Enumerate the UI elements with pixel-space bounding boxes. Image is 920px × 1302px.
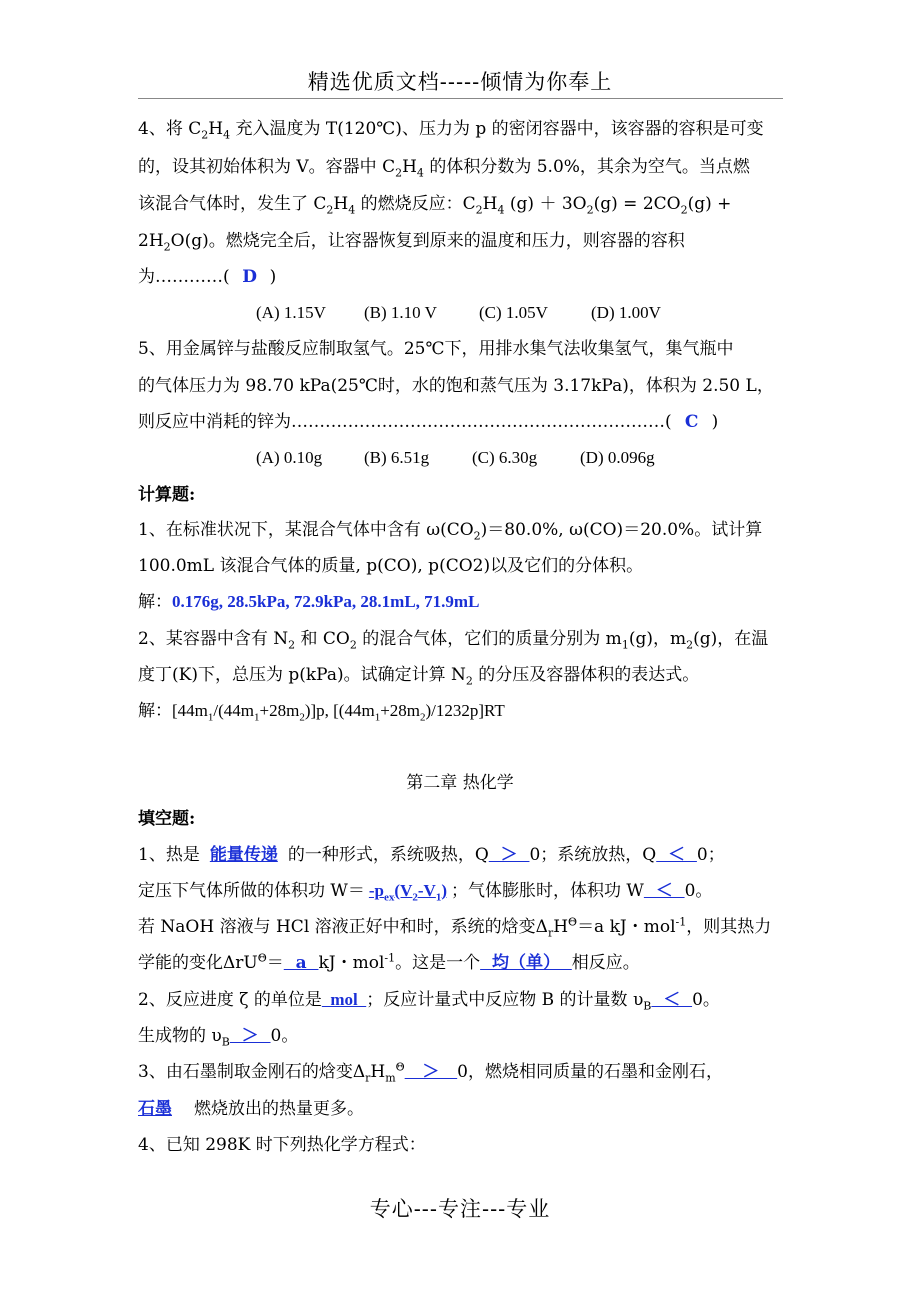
fill-1-blank-2: ＞: [488, 845, 530, 865]
fill-3-blank-2: 石墨: [138, 1099, 172, 1119]
q5-answer: C: [684, 412, 699, 432]
q4-line-4: $2H_2O(g)$。燃烧完全后，让容器恢复到原来的温度和压力，则容器的容积: [138, 231, 685, 254]
fill-1-line-4: 学能的变化ΔrU$^\Theta$＝ a kJ・mol$^{-1}$。这是一个 均（单） 相反应。: [138, 951, 640, 973]
fill-3-blank-1: ＞: [404, 1062, 458, 1082]
calc-1-line-2: 100.0mL 该混合气体的质量, p(CO), p(CO2)以及它们的分体积。: [138, 556, 644, 576]
calc-2-answer: $[44m_1/(44m_1+28m_2)]p$, $[(44m_1+28m_2)/1232p]RT$: [172, 701, 505, 724]
header-rule: [138, 98, 783, 99]
q5-option-c: (C) 6.30g: [472, 448, 538, 467]
fill-3-line-2: 石墨 燃烧放出的热量更多。: [138, 1099, 364, 1119]
calc-1-answer: 0.176g, 28.5kPa, 72.9kPa, 28.1mL, 71.9mL: [172, 592, 480, 611]
q5-option-d: (D) 0.096g: [580, 448, 655, 467]
fill-1-line-3: 若 NaOH 溶液与 HCl 溶液正好中和时，系统的焓变$\Delta_rH^\Theta=a$ kJ・mol$^{-1}$，则其热力: [138, 915, 772, 940]
q4-answer: D: [242, 267, 258, 287]
calc-2-line-1: 2、某容器中含有 $N_2$ 和 $CO_2$ 的混合气体，它们的质量分别为 $m_1(g)$，$m_2(g)$，在温: [138, 629, 769, 652]
q4-line-2: 的，设其初始体积为 V。容器中 $C_2H_4$ 的体积分数为 5.0%，其余为空气。当点燃: [138, 157, 750, 180]
q4-line-5: 为…………( D ): [138, 264, 276, 290]
page-footer: 专心---专注---专业: [369, 1197, 551, 1221]
q5-line-2: 的气体压力为 98.70 kPa(25℃时，水的饱和蒸气压为 3.17kPa)，体积为 2.50 L，: [138, 376, 774, 396]
fill-1-blank-4: $-p_{ex}(V_2-V_1)$: [368, 881, 447, 904]
fill-1-blank-5: ＜: [643, 881, 685, 901]
fill-1-line-1: 1、热是 能量传递 的一种形式，系统吸热，Q ＞ 0；系统放热，Q ＜ 0；: [138, 845, 725, 865]
q5-option-a: (A) 0.10g: [256, 448, 323, 467]
fill-2-line-2: 生成物的 $\upsilon_B > 0$。: [138, 1026, 299, 1049]
calc-heading: 计算题:: [138, 485, 196, 505]
fill-1-blank-1: 能量传递: [209, 845, 278, 865]
fill-2-blank-1: mol: [321, 990, 367, 1009]
q5-option-b: (B) 6.51g: [364, 448, 430, 467]
page-header: 精选优质文档-----倾情为你奉上: [307, 70, 613, 94]
fill-2-line-1: 2、反应进度 ζ 的单位是 mol ；反应计量式中反应物 B 的计量数 $\upsilon_B < 0$。: [138, 990, 720, 1013]
calc-1-answer-line: 解：0.176g, 28.5kPa, 72.9kPa, 28.1mL, 71.9mL: [138, 592, 480, 612]
q4-options: [256, 300, 661, 326]
fill-3-line-1: 3、由石墨制取金刚石的焓变$\Delta_rH_m^\Theta > 0$，燃烧相同质量的石墨和金刚石，: [138, 1060, 723, 1085]
fill-2-blank-3: ＞: [229, 1026, 271, 1046]
q4-line-3: 该混合气体时，发生了 $C_2H_4$ 的燃烧反应：$C_2H_4$ $(g) + 3O_2(g) = 2CO_2(g)$ +: [138, 194, 732, 217]
calc-2-line-2: 度丁(K)下，总压为 p(kPa)。试确定计算 $N_2$ 的分压及容器体积的表达式。: [138, 665, 700, 688]
q4-option-c: (C) 1.05V: [479, 303, 548, 322]
fill-heading: 填空题:: [138, 809, 196, 829]
q4-option-a: (A) 1.15V: [256, 303, 326, 322]
fill-2-blank-2: ＜: [651, 990, 693, 1010]
chapter-title: 第二章 热化学: [406, 773, 514, 793]
q4-line-1: 4、将 $C_2H_4$ 充入温度为 T(120℃)、压力为 p 的密闭容器中，该容器的容积是可变: [138, 119, 764, 142]
q5-line-3: 则反应中消耗的锌为…………………………………………………………( C ): [138, 409, 718, 435]
fill-1-line-2: 定压下气体所做的体积功 $W= -p_{ex}(V_2-V_1)$ ；气体膨胀时，体积功 W ＜ 0。: [138, 881, 713, 904]
fill-4-line-1: 4、已知 298K 时下列热化学方程式：: [138, 1135, 426, 1155]
fill-1-blank-7: 均（单）: [480, 953, 572, 973]
calc-2-answer-line: 解：$[44m_1/(44m_1+28m_2)]p$, $[(44m_1+28m_2)/1232p]RT$: [138, 701, 505, 724]
q4-option-b: (B) 1.10 V: [364, 303, 437, 322]
q5-line-1: 5、用金属锌与盐酸反应制取氢气。25℃下，用排水集气法收集氢气，集气瓶中: [138, 339, 734, 359]
q4-option-d: (D) 1.00V: [591, 303, 661, 322]
fill-1-blank-3: ＜: [656, 845, 697, 865]
q5-options: [256, 445, 655, 471]
fill-1-blank-6: a: [283, 953, 319, 973]
calc-1-line-1: 1、在标准状况下，某混合气体中含有 $\omega(CO_2)=80.0\%$, ω(CO)＝20.0%。试计算: [138, 520, 763, 543]
